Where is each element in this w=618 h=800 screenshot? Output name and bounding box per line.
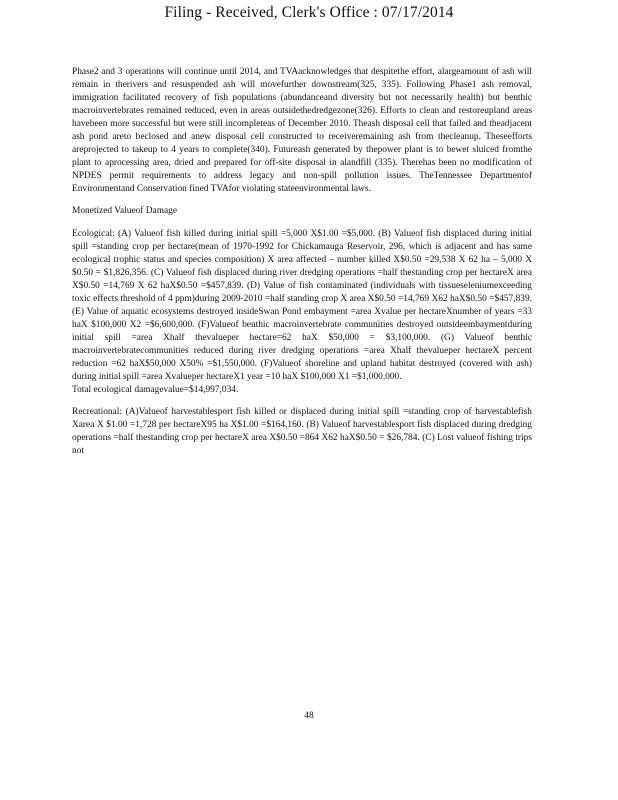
page-number: 48 [304, 711, 314, 721]
document-body [72, 66, 532, 467]
filing-header: Filing - Received, Clerk's Office : 07/17/2014 [164, 4, 454, 21]
paragraph-cleanup-status: Phase2 and 3 operations will continue until 2014, and TVAacknowledges that despitethe effort, alargeamount of ash will remain in therivers and resuspended ash will movefurther downstream(325, 335). Following Phase1 ash removal, immigration facilitated recovery of fish populations (abundanceand diversity but not necessarily health) but benthic macroinvertebrates remained reduced, even in areas outsidethedredgezone(326). Efforts to clean and restoreupland areas havebeen more successful but were still incompleteas of December 2010. Theash disposal cell that failed and theadjacent ash pond areto beclosed and anew disposal cell constructed to receiveremaining ash from thecleanup. Theseefforts areprojected to takeup to 4 years to complete(340). Futureash generated by thepower plant is to bewet sluiced fromthe plant to aprocessing area, dried and prepared for off-site disposal in alandfill (335). Therehas been no modification of NPDES permit requirements to address legacy and non-spill pollution issues. TheTennessee Departmentof Environmentand Conservation fined TVAfor violating stateenvironmental laws. [72, 67, 532, 195]
section-heading: Monetized Valueof Damage [72, 206, 177, 217]
paragraph-ecological-damage: Ecological: (A) Valueof fish killed during initial spill =5,000 X$1.00 =$5,000. (B) Valueof fish displaced during initial spill =standing crop per hectare(mean of 1970-1992 for Chickamauga Reservoir, 296, which is adjacent and has same ecological trophic status and species composition) X area affected – number killed X$0.50 =29,538 X 62 ha – 5,000 X $0.50 = $1,826,356. (C) Valueof fish displaced during river dredging operations =half thestanding crop per hectareX area X$0.50 =14,769 X 62 haX$0.50 =$457,839. (D) Value of fish contaminated (individuals with tissueseleniumexceeding toxic effects threshold of 4 ppm)during 2009-2010 =half standing crop X area X$0.50 =14,769 X62 haX$0.50 =$457,839. (E) Value of aquatic ecosystems destroyed insideSwan Pond embayment =area Xvalue per hectareXnumber of years =33 haX $100,000 X2 =$6,600,000. (F)Valueof benthic macroinvertebrate communities destroyed outsideembaymentduring initial spill =area Xhalf thevalueper hectare=62 haX $50,000 = $3,100,000. (G) Valueof benthic macroinvertebratecommunities reduced during river dredging operations =area Xhalf thevalueper hectareX percent reduction =62 haX$50,000 X50% =$1,550,000. (F)Valueof shoreline and upland habitat destroyed (covered with ash) during initial spill =area Xvalueper hectareX1 year =10 haX $100,000 X1 =$1,000,000. [72, 228, 532, 383]
paragraph-recreational-damage: Recreational: (A)Valueof harvestablesport fish killed or displaced during initial spill =standing crop of harvestablefish Xarea X $1.00 =1,728 per hectareX95 ha X$1.00 =$164,160. (B) Valueof harvestablesport fish displaced during dredging operations =half thestanding crop per hectareX area X$0.50 =864 X62 haX$0.50 = $26,784. (C) Lost valueof fishing trips not [72, 407, 532, 457]
total-ecological-value: Total ecological damagevalue=$14,997,034. [72, 385, 239, 396]
